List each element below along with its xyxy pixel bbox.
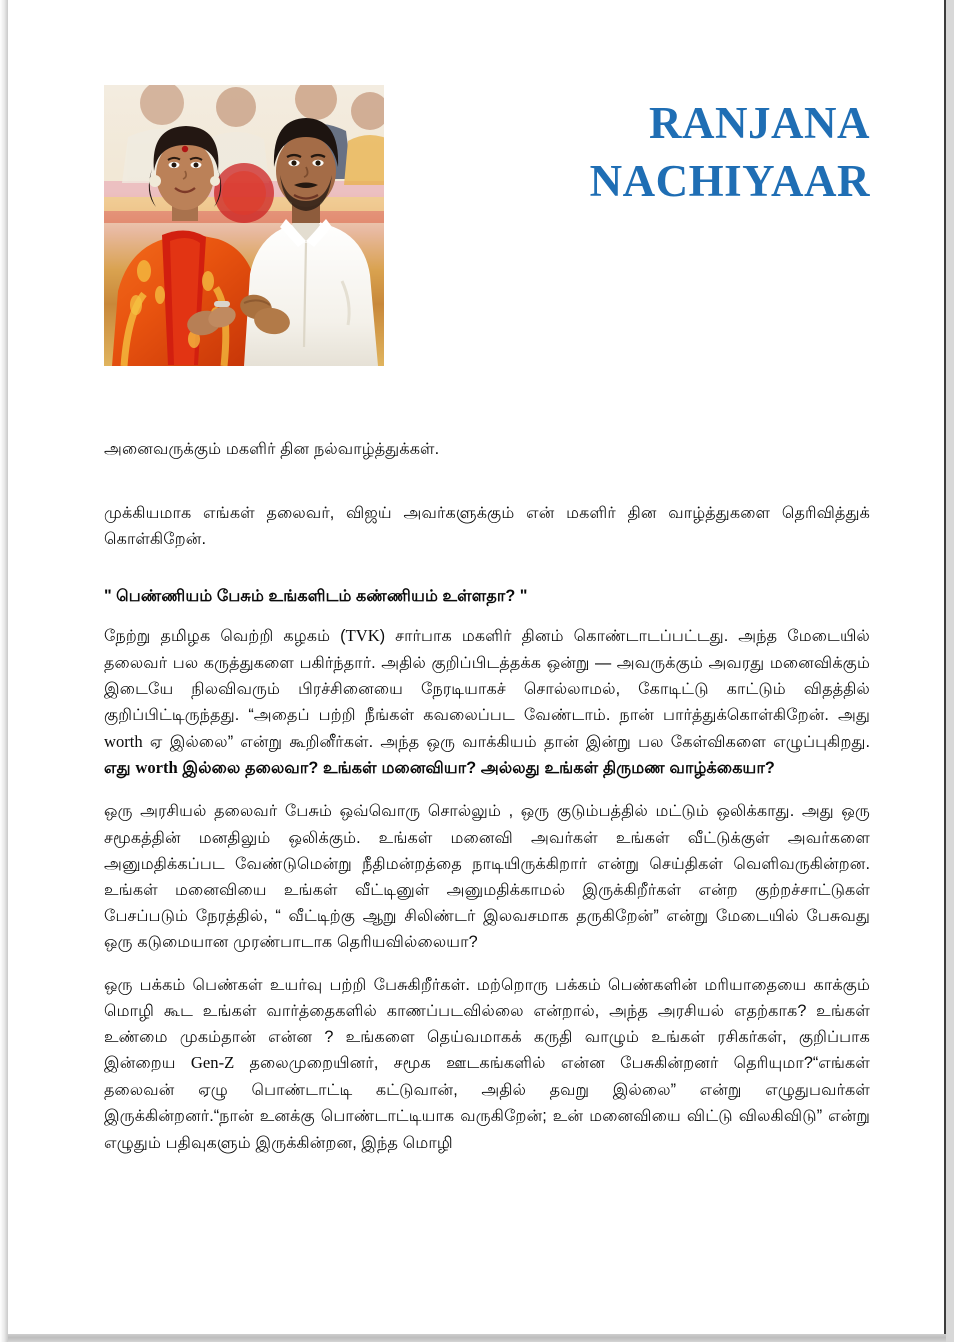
paragraph-political-speech: ஒரு அரசியல் தலைவர் பேசும் ஒவ்வொரு சொல்லும் , ஒரு குடும்பத்தில் மட்டும் ஒலிக்காது. அது ஒரு சமூகத்தின் மனதிலும் ஒலிக்கும். உங்கள் மனைவி அவர்கள் உங்கள் வீட்டுக்குள் அவர்களை அனுமதிக்கப்பட வேண்டுமென்று நீதிமன்றத்தை நாடியிருக்கிறார் என்று செய்திகள் வெளிவருகின்றன. உங்கள் மனைவியை உங்கள் வீட்டினுள் அனுமதிக்காமல் இருக்கிறீர்கள் என்ற குற்றச்சாட்டுகள் பேசப்படும் நேரத்தில், “ வீட்டிற்கு ஆறு சிலிண்டர் இலவசமாக தருகிறேன்” என்று மேடையில் பேசுவது ஒரு கடுமையான முரண்பாடாக தெரியவில்லையா? <box>104 802 870 952</box>
spacer <box>104 569 870 583</box>
tvk-bold-question <box>104 759 775 777</box>
document-page <box>8 0 946 1334</box>
genz-text-part-1: ஒரு பக்கம் பெண்கள் உயர்வு பற்றி பேசுகிறீர்கள். மற்றொரு பக்கம் பெண்களின் மரியாதையை காக்கும் மொழி கூட உங்கள் வார்த்தைகளில் காணப்படவில்லை என்றால், அந்த அரசியல் எதற்காக? உங்கள் உண்மை முகம்தான் என்ன ? உங்களை தெய்வமாகக் கருதி வாழும் உங்கள் ரசிகர்கள், குறிப்பாக இன்றைய <box>104 975 870 1073</box>
worth-word-1: worth <box>104 731 143 751</box>
paragraph-greeting: அனைவருக்கும் மகளிர் தின நல்வாழ்த்துக்கள். <box>104 440 440 458</box>
genz-text-part-2: தலைமுறையினர், சமூக ஊடகங்களில் என்ன பேசுகின்றனர் தெரியுமா?“எங்கள் தலைவன் ஏழு பொண்டாட்டி கட்டுவான், அதில் தவறு இல்லை” என்று எழுதுபவர்கள் இருக்கின்றனர்.“நான் உனக்கு பொண்டாட்டியாக வருகிறேன்; உன் மனைவியை விட்டு விலகிவிடு” என்று எழுதும் பதிவுகளும் இருக்கின்றன, இந்த மொழி <box>104 1054 870 1152</box>
paragraph-genz-reaction <box>104 972 870 1156</box>
bold-part-2: இல்லை தலைவா? உங்கள் மனைவியா? அல்லது உங்கள் திருமண வாழ்க்கையா? <box>177 759 775 778</box>
document-body <box>104 436 870 1172</box>
gen-z-label: Gen-Z <box>190 1053 235 1073</box>
bold-part-1: எது <box>104 759 136 778</box>
photo-artwork <box>104 85 384 366</box>
spacer <box>104 478 870 500</box>
worth-word-2: worth <box>135 758 178 778</box>
page-title-line-1: RANJANA <box>649 98 870 148</box>
tvk-text-part-1: நேற்று தமிழக வெற்றி கழகம் ( <box>104 626 346 645</box>
document-header <box>96 85 870 367</box>
page-bottom-shadow <box>8 1334 946 1342</box>
tvk-acronym: TVK <box>345 625 380 645</box>
pull-quote-heading: " பெண்ணியம் பேசும் உங்களிடம் கண்ணியம் உள்ளதா? " <box>104 586 528 605</box>
paragraph-tvk-event <box>104 623 870 782</box>
page-title-line-2: NACHIYAAR <box>589 155 870 206</box>
paragraph-intro: முக்கியமாக எங்கள் தலைவர், விஜய் அவர்களுக்கும் என் மகளிர் தின வாழ்த்துகளை தெரிவித்துக் கொள்கிறேன். <box>104 504 870 549</box>
page-left-gutter <box>0 0 8 1342</box>
tvk-text-part-2: ) சார்பாக மகளிர் தினம் கொண்டாடப்பட்டது. அந்த மேடையில் தலைவர் பல கருத்துகளை பகிர்ந்தார். அதில் குறிப்பிடத்தக்க ஒன்று — அவருக்கும் அவரது மனைவிக்கும் இடையே நிலவிவரும் பிரச்சினையை நேரடியாகச் சொல்லாமல், கோடிட்டு காட்டும் விதத்தில் குறிப்பிட்டிருந்தது. “அதைப் பற்றி நீங்கள் கவலைப்பட வேண்டாம். நான் பார்த்துக்கொள்கிறேன். அது <box>104 626 870 725</box>
ranjana-nachiyaar-photo <box>104 85 384 366</box>
page-title <box>400 95 870 210</box>
tvk-text-part-3: ஏ இல்லை” என்று கூறினீர்கள். அந்த ஒரு வாக்கியம் தான் இன்று பல கேள்விகளை எழுப்புகிறது. <box>142 732 870 751</box>
